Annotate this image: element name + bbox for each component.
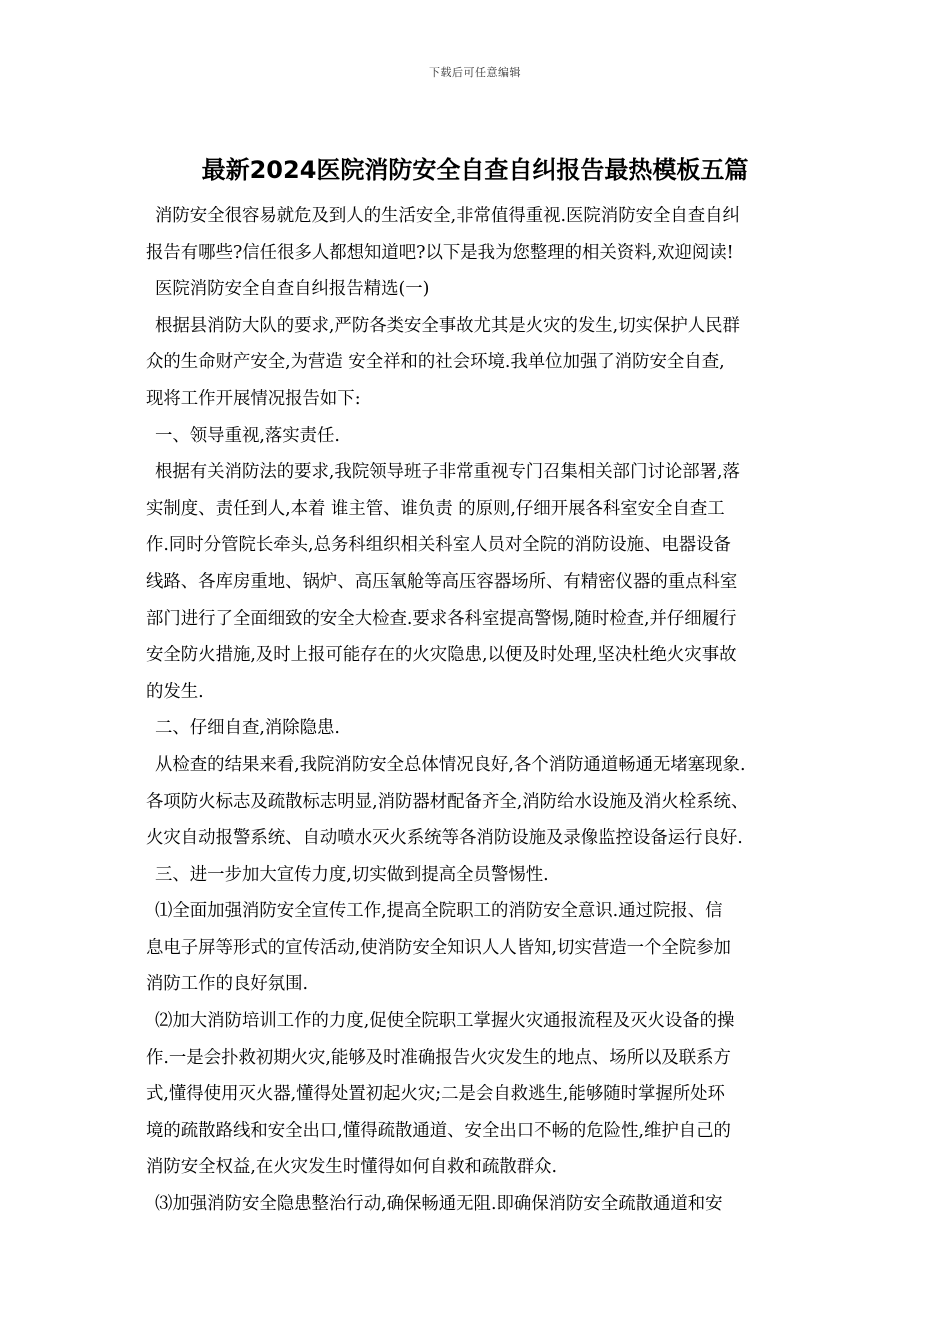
text-line: 医院消防安全自查自纠报告精选(一) — [155, 279, 430, 300]
text-line: 从检查的结果来看,我院消防安全总体情况良好,各个消防通道畅通无堵塞现象. — [155, 754, 746, 775]
document-title: 最新2024医院消防安全自查自纠报告最热模板五篇 — [201, 156, 749, 184]
document-body — [146, 198, 826, 1223]
text-line: ⑵加大消防培训工作的力度,促使全院职工掌握火灾通报流程及灭火设备的操 — [155, 1011, 735, 1032]
text-line: ⑶加强消防安全隐患整治行动,确保畅通无阻.即确保消防安全疏散通道和安 — [155, 1194, 723, 1215]
text-line: 根据有关消防法的要求,我院领导班子非常重视专门召集相关部门讨论部署,落 — [155, 462, 740, 483]
text-line: 实制度、责任到人,本着 谁主管、谁负责 的原则,仔细开展各科室安全自查工 — [146, 498, 725, 519]
text-line: 一、领导重视,落实责任. — [155, 425, 340, 446]
text-line: 部门进行了全面细致的安全大检查.要求各科室提高警惕,随时检查,并仔细履行 — [146, 608, 737, 629]
text-line: 作.同时分管院长牵头,总务科组织相关科室人员对全院的消防设施、电器设备 — [146, 535, 731, 556]
text-line: 各项防火标志及疏散标志明显,消防器材配备齐全,消防给水设施及消火栓系统、 — [146, 791, 749, 812]
text-line: 众的生命财产安全,为营造 安全祥和的社会环境.我单位加强了消防安全自查, — [146, 352, 725, 373]
text-line: 火灾自动报警系统、自动喷水灭火系统等各消防设施及录像监控设备运行良好. — [146, 828, 743, 849]
text-line: 线路、各库房重地、锅炉、高压氧舱等高压容器场所、有精密仪器的重点科室 — [146, 571, 738, 592]
text-line: 报告有哪些?信任很多人都想知道吧?以下是我为您整理的相关资料,欢迎阅读! — [146, 242, 734, 263]
text-line: 的发生. — [146, 681, 204, 702]
text-line: ⑴全面加强消防安全宣传工作,提高全院职工的消防安全意识.通过院报、信 — [155, 901, 723, 922]
text-line: 消防工作的良好氛围. — [146, 974, 309, 995]
header-note: 下载后可任意编辑 — [429, 66, 521, 79]
text-line: 消防安全权益,在火灾发生时懂得如何自救和疏散群众. — [146, 1157, 558, 1178]
text-line: 安全防火措施,及时上报可能存在的火灾隐患,以便及时处理,坚决杜绝火灾事故 — [146, 645, 737, 666]
text-line: 作.一是会扑救初期火灾,能够及时准确报告火灾发生的地点、场所以及联系方 — [146, 1047, 731, 1068]
text-line: 境的疏散路线和安全出口,懂得疏散通道、安全出口不畅的危险性,维护自己的 — [146, 1120, 731, 1141]
text-line: 三、进一步加大宣传力度,切实做到提高全员警惕性. — [155, 864, 549, 885]
text-line: 二、仔细自查,消除隐患. — [155, 718, 340, 739]
text-line: 消防安全很容易就危及到人的生活安全,非常值得重视.医院消防安全自查自纠 — [155, 206, 740, 226]
text-line: 根据县消防大队的要求,严防各类安全事故尤其是火灾的发生,切实保护人民群 — [155, 315, 740, 336]
text-line: 息电子屏等形式的宣传活动,使消防安全知识人人皆知,切实营造一个全院参加 — [146, 937, 731, 958]
text-line: 式,懂得使用灭火器,懂得处置初起火灾;二是会自救逃生,能够随时掌握所处环 — [146, 1084, 725, 1105]
text-line: 现将工作开展情况报告如下: — [146, 388, 361, 409]
